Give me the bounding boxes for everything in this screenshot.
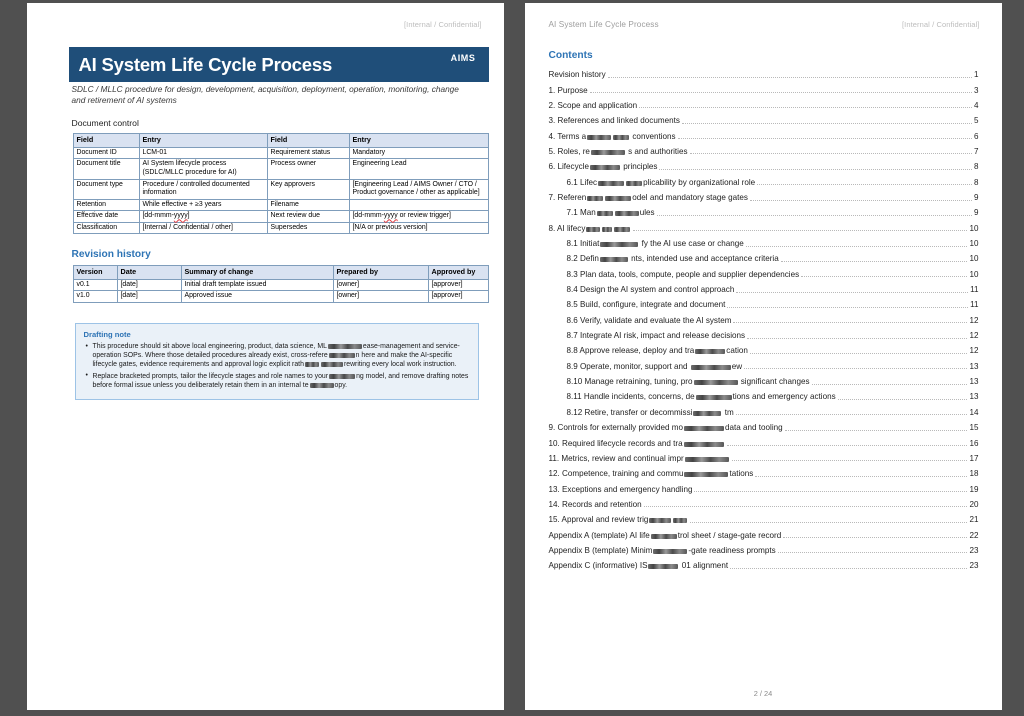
page-2 — [525, 3, 1002, 710]
corrupted-glyph-run — [685, 457, 729, 462]
corrupted-glyph-run — [615, 211, 639, 216]
toc-leader-dots — [690, 153, 972, 154]
toc-page-number: 17 — [969, 453, 979, 463]
column-header-1: Date — [117, 266, 181, 280]
toc-entry-label: 10. Required lifecycle records and tra — [549, 440, 725, 449]
toc-page-number: 14 — [969, 407, 979, 417]
corrupted-glyph-run — [587, 196, 603, 201]
table-cell: Engineering Lead — [349, 159, 488, 179]
toc-entry-label: 7.1 Man ules — [566, 208, 655, 218]
document-control-heading: Document control — [71, 118, 139, 128]
corrupted-glyph-run — [649, 518, 671, 523]
toc-page-number: 15 — [969, 423, 979, 433]
table-cell: Next review due — [267, 211, 349, 223]
toc-page-number: 11 — [970, 300, 979, 310]
table-row — [73, 222, 488, 234]
table-header-row — [73, 134, 488, 148]
corrupted-glyph-run — [321, 362, 343, 367]
corrupted-glyph-run — [310, 383, 334, 388]
toc-leader-dots — [727, 445, 968, 446]
contents-heading: Contents — [548, 50, 593, 61]
toc-page-number: 16 — [969, 438, 979, 448]
toc-leader-dots — [644, 506, 968, 507]
toc-entry-24[interactable] — [549, 433, 979, 448]
table-row — [73, 279, 488, 291]
drafting-note-list — [84, 342, 470, 390]
document-title: AI System Life Cycle Process — [78, 53, 333, 75]
toc-leader-dots — [682, 123, 972, 124]
toc-entry-label: Appendix C (informative) IS 01 alignment — [548, 561, 729, 571]
revision-history-table — [73, 265, 489, 303]
toc-entry-label: 2. Scope and application — [548, 100, 638, 110]
table-cell: Procedure / controlled documented information — [139, 179, 267, 199]
drafting-note-bullet: • This procedure should sit above local engineering, product, data science, ML ease-management and service-operation SOPs. Where those detailed procedures already exist, cross-refere n here and make the AI-specific lifecycle gates, evidence requirements and approval logic explicit rath rewriting every local work instruction. — [93, 342, 470, 370]
column-header-2: Field — [267, 134, 349, 148]
toc-leader-dots — [690, 522, 967, 523]
toc-leader-dots — [639, 107, 972, 108]
table-cell: [date] — [117, 291, 181, 303]
toc-entry-label: 8.5 Build, configure, integrate and document — [566, 300, 726, 310]
corrupted-glyph-run — [587, 135, 611, 140]
toc-leader-dots — [694, 491, 967, 492]
page-1-header-right: [Internal / Confidential] — [403, 20, 482, 29]
toc-entry-label: 8.1 Initiat fy the AI use case or change — [566, 239, 744, 249]
table-cell: Filename — [267, 199, 349, 211]
corrupted-glyph-run — [695, 349, 725, 354]
column-header-0: Field — [73, 134, 139, 148]
toc-entry-29[interactable] — [549, 510, 979, 525]
page-2-header-left: AI System Life Cycle Process — [548, 20, 659, 29]
toc-entry-label: 8.7 Integrate AI risk, impact and release decisions — [566, 331, 746, 341]
toc-entry-2[interactable] — [549, 96, 979, 111]
page-2-running-header — [549, 20, 980, 29]
toc-entry-label: Appendix A (template) AI life trol sheet / stage-gate record — [548, 530, 782, 540]
table-row — [73, 291, 488, 303]
column-header-1: Entry — [139, 134, 267, 148]
corrupted-glyph-run — [684, 442, 724, 447]
table-row — [73, 211, 488, 223]
toc-leader-dots — [732, 460, 968, 461]
table-of-contents[interactable] — [549, 65, 979, 571]
toc-entry-label: Appendix B (template) Minim -gate readiness prompts — [548, 545, 776, 555]
corrupted-glyph-run — [694, 380, 738, 385]
table-cell: Mandatory — [349, 147, 488, 159]
toc-entry-7[interactable] — [549, 172, 979, 187]
toc-leader-dots — [755, 476, 967, 477]
toc-page-number: 20 — [969, 499, 979, 509]
table-row — [73, 159, 488, 179]
toc-entry-19[interactable] — [549, 357, 979, 372]
table-cell: Requirement status — [267, 147, 349, 159]
toc-leader-dots — [590, 92, 972, 93]
toc-page-number: 4 — [973, 100, 979, 110]
corrupted-glyph-run — [684, 426, 724, 431]
toc-page-number: 8 — [973, 177, 979, 187]
toc-page-number: 9 — [973, 193, 979, 202]
drafting-note-title: Drafting note — [83, 330, 131, 339]
toc-entry-label: 9. Controls for externally provided mo data and tooling — [548, 423, 783, 433]
toc-entry-22[interactable] — [549, 403, 979, 418]
toc-page-number: 10 — [969, 223, 979, 233]
spellcheck-underline: yyyy — [173, 212, 188, 220]
page-1 — [27, 3, 504, 710]
corrupted-glyph-run — [591, 150, 625, 155]
toc-entry-label: 6.1 Lifec plicability by organizational role — [566, 177, 756, 187]
toc-entry-label: 6. Lifecycle principles — [548, 162, 658, 172]
toc-entry-27[interactable] — [549, 479, 979, 494]
toc-page-number: 3 — [973, 85, 979, 95]
toc-entry-label: 15. Approval and review trig — [549, 516, 689, 525]
toc-page-number: 9 — [973, 208, 979, 218]
table-cell: Effective date — [73, 211, 139, 223]
toc-page-number: 1 — [973, 70, 979, 80]
toc-page-number: 7 — [973, 146, 979, 156]
table-cell: v0.1 — [73, 279, 117, 291]
toc-page-number: 21 — [969, 515, 979, 525]
toc-entry-32[interactable] — [549, 556, 979, 571]
toc-entry-25[interactable] — [549, 449, 979, 464]
toc-entry-9[interactable] — [549, 203, 979, 218]
toc-entry-label: 8. AI lifecy — [549, 225, 632, 234]
table-cell: [owner] — [333, 279, 428, 291]
table-cell: [dd-mmm-yyyy or review trigger] — [349, 211, 488, 223]
toc-leader-dots — [757, 184, 972, 185]
toc-entry-label: 7. Referen odel and mandatory stage gates — [548, 193, 748, 202]
toc-entry-label: 8.10 Manage retraining, tuning, pro significant changes — [566, 377, 810, 387]
corrupted-glyph-run — [648, 564, 678, 569]
toc-entry-12[interactable] — [549, 249, 979, 264]
column-header-3: Prepared by — [333, 266, 428, 280]
toc-entry-4[interactable] — [549, 126, 979, 141]
table-row — [73, 179, 488, 199]
toc-entry-0[interactable] — [549, 65, 979, 80]
toc-entry-6[interactable] — [549, 157, 979, 172]
corrupted-glyph-run — [651, 534, 677, 539]
corrupted-glyph-run — [600, 242, 638, 247]
corrupted-glyph-run — [653, 549, 687, 554]
toc-leader-dots — [633, 230, 967, 231]
toc-entry-31[interactable] — [549, 541, 979, 556]
corrupted-glyph-run — [329, 353, 355, 358]
toc-entry-28[interactable] — [549, 495, 979, 510]
toc-entry-label: 8.2 Defin nts, intended use and acceptance criteria — [566, 254, 779, 264]
table-cell: LCM-01 — [139, 147, 267, 159]
toc-entry-label: 8.9 Operate, monitor, support and ew — [566, 361, 743, 371]
corrupted-glyph-run — [693, 411, 721, 416]
toc-leader-dots — [747, 338, 967, 339]
corrupted-glyph-run — [598, 181, 624, 186]
toc-leader-dots — [730, 568, 967, 569]
table-cell: [Engineering Lead / AIMS Owner / CTO / Product governance / other as applicable] — [349, 179, 488, 199]
revision-history-heading: Revision history — [71, 249, 151, 260]
corrupted-glyph-run — [605, 196, 631, 201]
toc-entry-10[interactable] — [549, 218, 979, 233]
title-banner — [69, 47, 489, 82]
toc-page-number: 5 — [973, 116, 979, 126]
toc-entry-label: 5. Roles, re s and authorities — [548, 146, 688, 156]
aims-logo: AIMS — [450, 53, 476, 63]
toc-page-number: 13 — [969, 392, 979, 402]
toc-entry-label: 8.4 Design the AI system and control approach — [566, 285, 735, 295]
toc-page-number: 10 — [969, 239, 979, 249]
column-header-0: Version — [73, 266, 117, 280]
toc-entry-11[interactable] — [549, 234, 979, 249]
corrupted-glyph-run — [691, 365, 731, 370]
table-cell: [N/A or previous version] — [349, 222, 488, 234]
column-header-4: Approved by — [428, 266, 488, 280]
toc-page-number: 13 — [969, 377, 979, 387]
table-cell: Process owner — [267, 159, 349, 179]
toc-leader-dots — [744, 368, 967, 369]
table-cell: Retention — [73, 199, 139, 211]
toc-page-number: 12 — [969, 346, 979, 356]
toc-entry-13[interactable] — [549, 264, 979, 279]
toc-page-number: 10 — [969, 254, 979, 264]
toc-entry-18[interactable] — [549, 341, 979, 356]
toc-leader-dots — [750, 200, 972, 201]
table-cell: Key approvers — [267, 179, 349, 199]
corrupted-glyph-run — [586, 227, 600, 232]
toc-entry-17[interactable] — [549, 326, 979, 341]
toc-leader-dots — [733, 322, 967, 323]
toc-entry-26[interactable] — [549, 464, 979, 479]
document-subtitle: SDLC / MLLC procedure for design, development, acquisition, deployment, operation, monitoring, change and retirement of AI systems — [71, 84, 459, 105]
drafting-note-bullet: • Replace bracketed prompts, tailor the lifecycle stages and role names to your ng model, and remove drafting notes before formal issue unless you deliberately retain them in an internal te opy. — [93, 372, 470, 390]
toc-leader-dots — [746, 246, 968, 247]
toc-leader-dots — [727, 307, 968, 308]
table-cell: Document title — [73, 159, 139, 179]
table-cell: [approver] — [428, 279, 488, 291]
corrupted-glyph-run — [590, 165, 620, 170]
toc-page-number: 11 — [970, 285, 979, 295]
toc-leader-dots — [608, 77, 972, 78]
toc-leader-dots — [736, 414, 968, 415]
toc-leader-dots — [736, 292, 968, 293]
spellcheck-underline: yyyy — [383, 212, 398, 220]
toc-page-number: 8 — [973, 162, 979, 172]
corrupted-glyph-run — [696, 395, 732, 400]
corrupted-glyph-run — [329, 374, 355, 379]
table-cell: Initial draft template issued — [181, 279, 333, 291]
table-cell: Document type — [73, 179, 139, 199]
corrupted-glyph-run — [673, 518, 687, 523]
toc-entry-label: 8.8 Approve release, deploy and tra cation — [566, 346, 748, 356]
toc-leader-dots — [785, 430, 968, 431]
column-header-3: Entry — [349, 134, 488, 148]
table-cell — [349, 199, 488, 211]
toc-page-number: 23 — [969, 545, 979, 555]
toc-page-number: 12 — [969, 315, 979, 325]
page-2-header-right: [Internal / Confidential] — [901, 20, 980, 29]
table-cell: Approved issue — [181, 291, 333, 303]
toc-entry-23[interactable] — [549, 418, 979, 433]
corrupted-glyph-run — [614, 227, 630, 232]
toc-entry-1[interactable] — [549, 80, 979, 95]
toc-leader-dots — [750, 353, 968, 354]
table-cell: Document ID — [73, 147, 139, 159]
toc-entry-21[interactable] — [549, 387, 979, 402]
toc-page-number: 6 — [973, 131, 979, 141]
toc-page-number: 23 — [969, 561, 979, 571]
corrupted-glyph-run — [602, 227, 612, 232]
corrupted-glyph-run — [597, 211, 613, 216]
toc-leader-dots — [657, 215, 972, 216]
drafting-note-callout — [75, 323, 479, 400]
corrupted-glyph-run — [328, 344, 362, 349]
toc-leader-dots — [781, 261, 968, 262]
corrupted-glyph-run — [613, 135, 629, 140]
toc-entry-3[interactable] — [549, 111, 979, 126]
toc-entry-16[interactable] — [549, 311, 979, 326]
toc-leader-dots — [801, 276, 967, 277]
corrupted-glyph-run — [600, 257, 628, 262]
toc-leader-dots — [678, 138, 972, 139]
toc-page-number: 18 — [969, 469, 979, 479]
toc-entry-label: 14. Records and retention — [548, 499, 642, 509]
table-cell: Supersedes — [267, 222, 349, 234]
table-cell: While effective + ≥3 years — [139, 199, 267, 211]
table-cell: Classification — [73, 222, 139, 234]
table-cell: AI System lifecycle process (SDLC/MLLC procedure for AI) — [139, 159, 267, 179]
toc-entry-label: Revision history — [548, 70, 606, 80]
table-header-row — [73, 266, 488, 280]
table-row — [73, 147, 488, 159]
toc-entry-label: 8.3 Plan data, tools, compute, people and supplier dependencies — [566, 269, 800, 279]
toc-entry-label: 11. Metrics, review and continual impr — [549, 455, 730, 464]
toc-leader-dots — [778, 552, 968, 553]
column-header-2: Summary of change — [181, 266, 333, 280]
toc-leader-dots — [812, 384, 968, 385]
table-cell: [owner] — [333, 291, 428, 303]
table-row — [73, 199, 488, 211]
corrupted-glyph-run — [305, 362, 319, 367]
toc-page-number: 13 — [969, 361, 979, 371]
toc-leader-dots — [783, 537, 967, 538]
toc-entry-label: 8.6 Verify, validate and evaluate the AI system — [566, 315, 732, 325]
toc-entry-label: 13. Exceptions and emergency handling — [548, 484, 693, 494]
toc-entry-14[interactable] — [549, 280, 979, 295]
toc-entry-5[interactable] — [549, 142, 979, 157]
toc-entry-label: 12. Competence, training and commu tations — [548, 469, 754, 479]
toc-page-number: 10 — [969, 269, 979, 279]
toc-entry-15[interactable] — [549, 295, 979, 310]
toc-entry-label: 3. References and linked documents — [548, 116, 680, 126]
table-cell: [Internal / Confidential / other] — [139, 222, 267, 234]
toc-leader-dots — [659, 169, 972, 170]
toc-leader-dots — [838, 399, 968, 400]
toc-page-number: 22 — [969, 530, 979, 540]
table-cell: [approver] — [428, 291, 488, 303]
toc-entry-20[interactable] — [549, 372, 979, 387]
toc-entry-label: 1. Purpose — [548, 85, 588, 95]
page-1-running-header — [51, 20, 482, 29]
toc-page-number: 19 — [969, 484, 979, 494]
toc-entry-8[interactable] — [549, 188, 979, 203]
document-control-table — [73, 133, 489, 234]
toc-page-number: 12 — [969, 331, 979, 341]
page-number-footer: 2 / 24 — [753, 689, 773, 698]
toc-entry-label: 4. Terms a conventions — [548, 131, 676, 141]
table-cell: [date] — [117, 279, 181, 291]
table-cell: v1.0 — [73, 291, 117, 303]
corrupted-glyph-run — [626, 181, 642, 186]
corrupted-glyph-run — [684, 472, 728, 477]
toc-entry-30[interactable] — [549, 525, 979, 540]
table-cell: [dd-mmm-yyyy] — [139, 211, 267, 223]
toc-entry-label: 8.11 Handle incidents, concerns, de tions and emergency actions — [566, 392, 836, 402]
toc-entry-label: 8.12 Retire, transfer or decommissi tm — [566, 407, 734, 417]
